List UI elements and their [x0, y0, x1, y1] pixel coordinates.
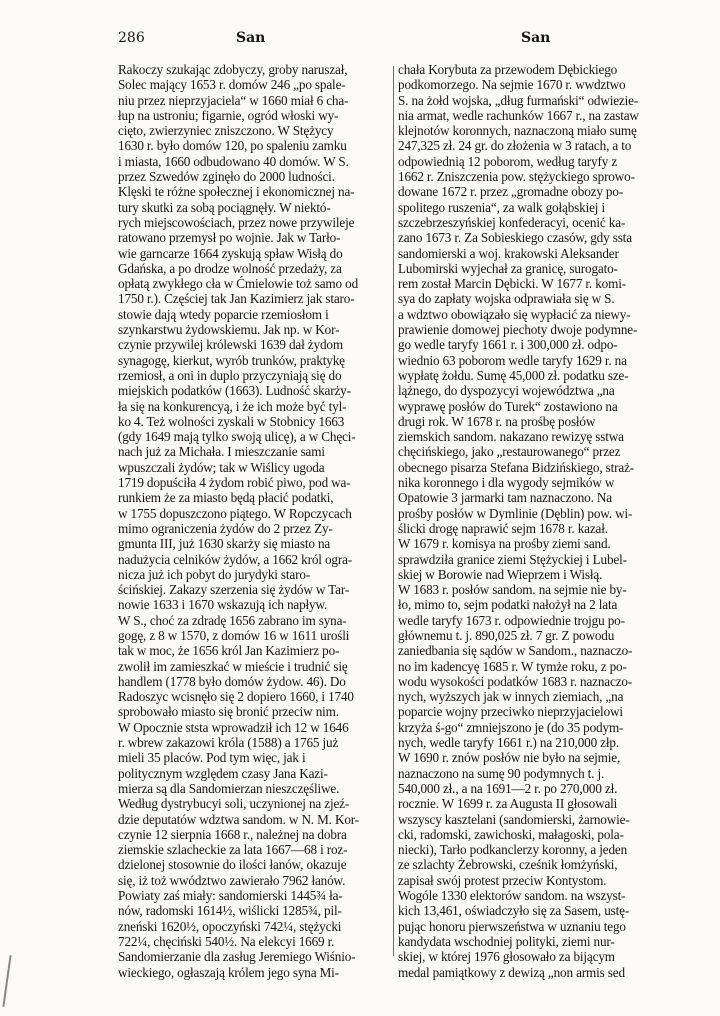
text-line: Gdańska, a po drodze wolność przedaży, za: [118, 260, 342, 276]
text-line: chała Korybuta za przewodem Dębickiego: [398, 62, 618, 77]
text-line: kandydata wschodniej polityki, ziemi nur-: [398, 933, 615, 949]
text-line: dowane 1672 r. przez „gromadne obozy po-: [398, 184, 624, 200]
right-column: [398, 62, 678, 980]
text-line: ze szlachty Żebrowski, cześnik łomżyński,: [398, 857, 618, 873]
text-line: szynkarstwu żydowskiemu. Jak np. w Kor-: [118, 322, 340, 338]
text-line: dzielonej stosownie do ilości łanów, okazuje: [118, 857, 347, 873]
text-line: nych, wyższych jak w innych ziemiach, „na: [398, 689, 624, 705]
text-line: 1719 dopuściła 4 żydom robić piwo, pod wa-: [118, 475, 351, 491]
text-line: gmunta III, już 1630 skarży się miasto na: [118, 536, 331, 552]
text-line: szczebrzeszyńskiej konfederacyi, ocenić ka-: [398, 214, 626, 230]
text-line: ratowano przemysł po wojnie. Jak w Tarło-: [118, 230, 341, 246]
text-line: ko 4. Też wolności zyskali w Stobnicy 1663: [118, 413, 345, 429]
text-line: zneński 1620½, opoczyński 742¼, stężycki: [118, 918, 342, 934]
text-line: 722¼, chęciński 540½. Na elekcyi 1669 r.: [118, 933, 335, 949]
text-line: chęcińskiego, jako „restaurowanego“ przez: [398, 444, 621, 460]
text-line: wyprawę posłów do Turek“ zostawiono na: [398, 398, 618, 414]
text-line: sandomierski a woj. krakowski Aleksander: [398, 245, 619, 261]
text-line: ślicki drogę naprawić sejm 1678 r. kazał.: [398, 520, 608, 536]
text-line: a wdztwo obowiązało się wypłacić za niewy-: [398, 306, 631, 322]
text-line: Rakoczy szukając zdobyczy, groby naruszał,: [118, 62, 348, 77]
text-line: Według dystrybucyi soli, uczynionej na zjeź-: [118, 796, 350, 812]
text-line: sprobowało miasto się bronić przeciw nim.: [118, 704, 339, 720]
text-line: przez Szwedów zginęło do 2000 ludności.: [118, 169, 335, 185]
text-line: wypłatę żołdu. Sumę 45,000 zł. podatku sze-: [398, 367, 629, 383]
text-line: W S., choć za zdradę 1656 zabrano im syna-: [118, 612, 347, 628]
text-line: opłatą zwykłego cła w Ćmielowie toż samo od: [118, 276, 359, 292]
text-line: zapisał swój protest przeciw Kontystom.: [398, 872, 607, 888]
text-line: r. wbrew zakazowi króla (1588) a 1765 już: [118, 735, 339, 751]
text-line: no im kadencyę 1685 r. W tymże roku, z po-: [398, 658, 627, 674]
left-column: [118, 62, 390, 980]
text-line: W 1683 r. posłów sandom. na sejmie nie by-: [398, 582, 627, 598]
text-line: 1750 r.). Częściej tak Jan Kazimierz jak staro-: [118, 291, 355, 307]
text-line: wiednio 63 poborom wedle taryfy 1629 r. na: [398, 352, 627, 368]
text-line: medal pamiątkowy z dewizą „non armis sed: [398, 964, 625, 980]
text-line: naznaczono na sumę 90 podymnych t. j.: [398, 765, 605, 781]
text-line: niu przez nieprzyjaciela“ w 1660 miał 6 cha-: [118, 92, 349, 108]
text-line: prośby posłów w Dymlinie (Dęblin) pow. wi-: [398, 505, 633, 521]
text-line: pując honoru pierwszeństwa w uznaniu tego: [398, 918, 626, 934]
text-line: nia armat, wedle rachunków 1667 r., na zastaw: [398, 107, 639, 123]
text-line: mimo ograniczenia żydów do 2 przez Zy-: [118, 520, 333, 536]
text-line: rych miejscowościach, przez nowe przywileje: [118, 214, 355, 230]
text-line: podkomorzego. Na sejmie 1670 r. wwdztwo: [398, 77, 626, 93]
text-line: ziemskich sandom. nakazano rewizyę sstwa: [398, 429, 624, 445]
page-number: 286: [118, 30, 145, 46]
text-line: nika koronnego i dla wygody sejmików w: [398, 475, 615, 491]
text-line: dzie deputatów wdztwa sandom. w N. M. Kor-: [118, 811, 360, 827]
text-line: głównemu t. j. 890,025 zł. 7 gr. Z powodu: [398, 627, 615, 643]
text-line: łup na ustroniu; figarnie, ogród włoski wy-: [118, 107, 339, 123]
text-line: poparcie wojny przeciwko nieprzyjacielowi: [398, 704, 623, 720]
text-line: W 1679 r. komisya na prośby ziemi sand.: [398, 536, 611, 552]
page-header: [0, 30, 720, 52]
text-line: 540,000 zł., a na 1691—2 r. po 270,000 zł.: [398, 780, 618, 796]
text-line: zano 1673 r. Za Sobieskiego czasów, gdy ssta: [398, 230, 632, 246]
text-line: ła się na konkurencyą, i że ich może być tyl-: [118, 398, 347, 414]
text-line: stowie dają wtedy poparcie rzemiosłom i: [118, 306, 329, 322]
text-line: wie garncarze 1664 zyskują spław Wisłą do: [118, 245, 343, 261]
text-line: Klęski te różne społecznej i ekonomicznej na-: [118, 184, 355, 200]
text-line: spolitego ruszenia“, za walk gołąbskiej i: [398, 199, 605, 215]
text-line: czynie 12 sierpnia 1668 r., należnej na dobra: [118, 826, 347, 842]
text-line: rocznie. W 1699 r. za Augusta II głosowali: [398, 796, 618, 812]
text-line: rzemiosł, a oni in duplo przyczyniają się do: [118, 367, 342, 383]
text-line: ziemskie szlacheckie za lata 1667—68 i roz-: [118, 842, 348, 858]
text-line: W 1690 r. znów posłów nie było na sejmie,: [398, 750, 621, 766]
text-line: nowie 1633 i 1670 wskazują ich napływ.: [118, 597, 328, 613]
text-line: sprawdziła granice ziemi Stężyckiej i Lubel-: [398, 551, 627, 567]
text-line: odpowiednią 12 poborom, według taryfy z: [398, 153, 618, 169]
text-line: krzyża ś-go“ zmniejszono je (do 35 podym-: [398, 719, 624, 735]
text-line: drugi rok. W 1678 r. na prośbę posłów: [398, 413, 596, 429]
running-head-left: San: [236, 30, 266, 46]
text-line: Opatowie 3 jarmarki tam naznaczono. Na: [398, 490, 612, 506]
text-line: Sandomierzanie dla zasług Jeremiego Wiśnio-: [118, 949, 356, 965]
text-line: W Opocznie ststa wprowadził ich 12 w 1646: [118, 719, 349, 735]
text-line: tak w moc, że 1656 król Jan Kazimierz po-: [118, 643, 340, 659]
text-line: handlem (1778 było domów żydow. 46). Do: [118, 673, 346, 689]
margin-mark: [2, 955, 11, 1007]
text-line: lążnego, do dyspozycyi województwa „na: [398, 383, 615, 399]
running-head-right: San: [521, 30, 551, 46]
text-line: S. na żołd wojska, „dług furmański“ odwiezie-: [398, 92, 639, 108]
text-line: synagogę, kierkut, wyrób trunków, praktykę: [118, 352, 345, 368]
text-line: gogę, z 8 w 1570, z domów 16 w 1611 urośli: [118, 627, 350, 643]
text-line: wpuszczali żydów; tak w Wiślicy ugoda: [118, 459, 325, 475]
text-line: w 1755 dopuszczono piątego. W Ropczycach: [118, 505, 352, 521]
text-line: politycznym względem czasy Jana Kazi-: [118, 765, 328, 781]
text-line: prawienie domowej piechoty dwoje podymne-: [398, 322, 638, 338]
text-line: zaniedbania się sądów w Sandom., naznaczo-: [398, 643, 633, 659]
text-line: go wedle taryfy 1661 r. i 300,000 zł. odpo-: [398, 337, 618, 353]
text-line: zwolił im zamieszkać w mieście i trudnić się: [118, 658, 348, 674]
text-line: sya do zapłaty wojska odprawiała się w S.: [398, 291, 615, 307]
text-line: 247,325 zł. 24 gr. do złożenia w 3 ratach, a to: [398, 138, 632, 154]
text-line: niecki), Tarło podkanclerzy koronny, a jeden: [398, 842, 628, 858]
text-line: Powiaty zaś miały: sandomierski 1445¾ ła-: [118, 888, 343, 904]
text-line: Wogóle 1330 elektorów sandom. na wszyst-: [398, 888, 626, 904]
text-line: cki, radomski, zawichoski, małagoski, pola-: [398, 826, 624, 842]
text-line: mieli 35 placów. Pod tym więc, jak i: [118, 750, 306, 766]
text-line: nicza już ich pobyt do jurydyki staro-: [118, 566, 311, 582]
text-line: ło, mimo to, sejm podatki nałożył na 2 lata: [398, 597, 618, 613]
text-line: Radoszyc wcisnęło się 2 dopiero 1660, i 1740: [118, 689, 354, 705]
text-line: kich 13,461, oświadczyło się za Sasem, ustę-: [398, 903, 630, 919]
text-line: nych, wedle taryfy 1661 r.) na 210,000 złp.: [398, 735, 619, 751]
text-line: klejnotów koronnych, naznaczoną miało sumę: [398, 123, 637, 139]
text-line: czynie przywilej królewski 1639 dał żydom: [118, 337, 343, 353]
text-line: wieckiego, ogłaszają królem jego syna Mi-: [118, 964, 339, 980]
text-line: wszyscy kasztelani (sandomierski, żarnowie-: [398, 811, 630, 827]
text-line: rem został Marcin Dębicki. W 1677 r. komi-: [398, 276, 626, 292]
text-line: (gdy 1649 mają tylko swoją ulicę), a w Chęci-: [118, 429, 356, 445]
text-line: 1662 r. Zniszczenia pow. stężyckiego sprowo-: [398, 169, 635, 185]
text-line: mierza są dla Sandomierzan nieszczęśliwe.: [118, 780, 340, 796]
text-line: skiej, w której 1976 głosowało za bijącym: [398, 949, 615, 965]
column-divider: [393, 66, 394, 956]
text-line: obecnego pisarza Stefana Bidzińskiego, straż-: [398, 459, 635, 475]
text-line: wedle taryfy 1673 r. odpowiednie trojgu po-: [398, 612, 625, 628]
text-line: cięto, zwierzyniec zniszczono. W Stężycy: [118, 123, 334, 139]
text-line: nadużycia celników żydów, a 1662 król ogra-: [118, 551, 353, 567]
text-line: runkiem że za miasto będą płacić podatki,: [118, 490, 334, 506]
text-line: się, iż toż wwództwo zawierało 7962 łanów.: [118, 872, 346, 888]
text-line: wodu wysokości podatków 1683 r. naznaczo-: [398, 673, 633, 689]
text-line: miejskich podatków (1663). Ludność skarży-: [118, 383, 351, 399]
text-line: Solec mający 1653 r. domów 246 „po spale-: [118, 77, 346, 93]
text-line: nach już za Michała. I mieszczanie sami: [118, 444, 325, 460]
text-line: skiej w Borowie nad Wieprzem i Wisłą.: [398, 566, 603, 582]
text-line: 1630 r. było domów 120, po spaleniu zamku: [118, 138, 347, 154]
text-line: i miasta, 1660 odbudowano 40 domów. W S.: [118, 153, 349, 169]
text-line: tury skutki za sobą pociągnęły. W niektó-: [118, 199, 331, 215]
text-line: Lubomirski wyjechał za granicę, surogato-: [398, 260, 618, 276]
text-line: ścińskiej. Zakazy szerzenia się żydów w Tar-: [118, 582, 350, 598]
text-line: nów, radomski 1614½, wiślicki 1285¾, pil-: [118, 903, 342, 919]
